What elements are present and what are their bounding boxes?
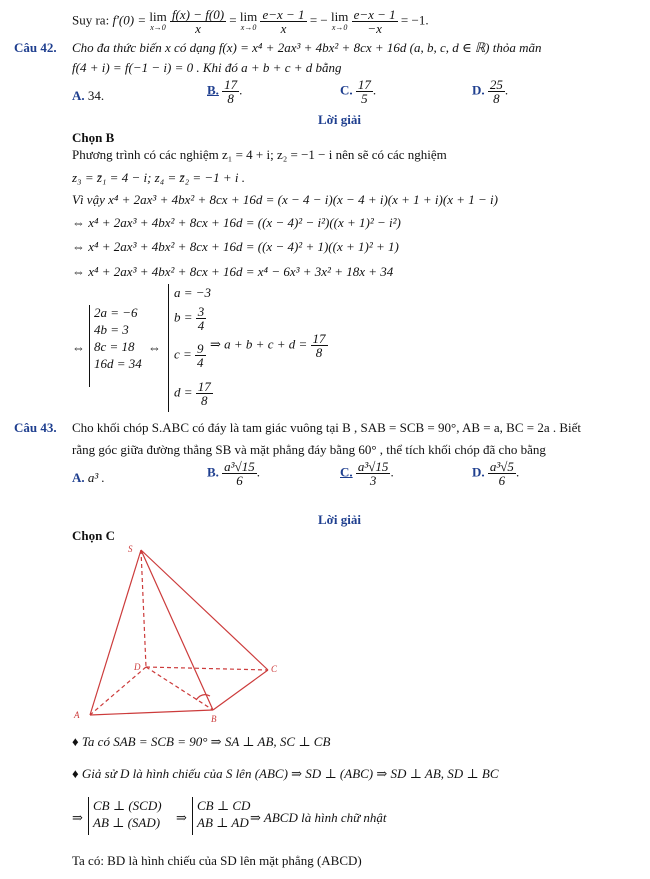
edge-ab <box>90 710 213 715</box>
q43-option-a[interactable]: A. a³ . <box>72 470 105 485</box>
q43-last-line: Ta có: BD là hình chiếu của SD lên mặt phẳng (ABCD) <box>72 853 362 868</box>
negation: = − <box>309 12 328 28</box>
q42-option-b[interactable]: B. $\frac{17}{8}$ . <box>207 77 243 106</box>
fraction-1: $\frac{f(x) - f(0)}{x}$ <box>171 7 225 36</box>
solution-d: d = $\frac{17}{8}$ <box>174 379 211 408</box>
q42-line-3: Vì vậy x⁴ + 2ax³ + 4bx² + 8cx + 16d = (x − 4 − i)(x − 4 + i)(x + 1 + i)(x + 1 − i) <box>72 192 498 207</box>
label-a: A <box>74 710 80 720</box>
brace-s2 <box>192 797 193 835</box>
q42-line-4: ⇔ x⁴ + 2ax³ + 4bx² + 8cx + 16d = ((x − 4)² − i²)((x + 1)² − i²) <box>72 215 401 230</box>
edge-dc <box>146 667 268 670</box>
label-c: C <box>271 664 278 674</box>
prefix-text: Suy ra: <box>72 12 110 28</box>
limit: lim x→0 <box>149 8 167 32</box>
edge-sb <box>141 550 213 710</box>
q43-option-b[interactable]: B. $\frac{\text{a³√15}}{6}$ . <box>207 459 260 488</box>
q43-option-d[interactable]: D. $\frac{\text{a³√5}}{6}$ . <box>472 459 520 488</box>
edge-bc <box>213 670 268 710</box>
result: = −1. <box>400 12 429 28</box>
equals: = <box>229 12 237 28</box>
implies-2: ⇒ <box>176 810 187 825</box>
equation-system-1: 2a = −6 4b = 3 8c = 18 16d = 34 <box>94 305 142 371</box>
rectangle-conclusion: ⇒ ABCD là hình chữ nhật <box>250 810 387 825</box>
left-brace <box>89 305 90 387</box>
q43-stem-line-2: rằng góc giữa đường thẳng SB và mặt phẳng đáy bằng 60° , thể tích khối chóp đã cho bằng <box>72 442 546 457</box>
implies-1: ⇒ <box>72 810 83 825</box>
q43-stem-line-1: Cho khối chóp S.ABC có đáy là tam giác vuông tại B , SAB = SCB = 90°, AB = a, BC = 2a . Biết <box>72 420 582 435</box>
limit-2: lim x→0 <box>239 8 258 32</box>
question-43-label: Câu 43. <box>14 420 57 435</box>
label-d: D <box>134 662 141 672</box>
derivative-lhs: f′(0) = <box>112 12 147 28</box>
solution-c: c = $\frac{9}{4}$ <box>174 341 204 370</box>
pyramid-figure <box>68 540 288 725</box>
q43-solution-heading: Lời giải <box>318 512 361 527</box>
limit-3: lim x→0 <box>330 8 349 32</box>
label-b: B <box>211 714 217 724</box>
q42-line-6: ⇔ x⁴ + 2ax³ + 4bx² + 8cx + 16d = x⁴ − 6x³ + 3x² + 18x + 34 <box>72 264 394 279</box>
q42-stem-line-1: Cho đa thức biến x có dạng f(x) = x⁴ + 2ax³ + 4bx² + 8cx + 16d (a, b, c, d ∈ ℝ) thỏa mãn <box>72 40 542 55</box>
fraction-3: $\frac{e-x - 1}{-x}$ <box>353 7 396 36</box>
iff-symbol-2: ⇔ <box>148 340 161 355</box>
system-s1: CB ⊥ (SCD) AB ⊥ (SAD) <box>93 798 162 830</box>
q42-solution-heading: Lời giải <box>318 112 361 127</box>
prev-solution-line <box>72 8 429 35</box>
conclusion-sum: ⇒ a + b + c + d = $\frac{17}{8}$ <box>210 331 326 360</box>
system-s2: CB ⊥ CD AB ⊥ AD <box>197 798 251 830</box>
fraction-2: $\frac{e-x - 1}{x}$ <box>262 7 305 36</box>
q43-choice: Chọn C <box>72 528 115 543</box>
solution-b: b = $\frac{3}{4}$ <box>174 304 205 333</box>
edge-sd <box>141 550 146 667</box>
q42-choice: Chọn B <box>72 130 115 145</box>
brace-s1 <box>88 797 89 835</box>
q43-bullet-1: ♦ Ta có SAB = SCB = 90° ⇒ SA ⊥ AB, SC ⊥ CB <box>72 734 331 749</box>
edge-sa <box>90 550 141 715</box>
label-s: S <box>128 544 133 554</box>
q42-option-c[interactable]: C. $\frac{17}{5}$ . <box>340 77 377 106</box>
q42-option-d[interactable]: D. $\frac{25}{8}$ . <box>472 77 509 106</box>
q43-bullet-2: ♦ Giả sử D là hình chiếu của S lên (ABC) ⇒ SD ⊥ (ABC) ⇒ SD ⊥ AB, SD ⊥ BC <box>72 766 499 781</box>
question-42-label: Câu 42. <box>14 40 57 55</box>
q42-line-2: z₃ = z̄₁ = 4 − i; z₄ = z̄₂ = −1 + i . <box>72 170 246 185</box>
q42-line-1: Phương trình có các nghiệm z₁ = 4 + i; z₂ = −1 − i nên sẽ có các nghiệm <box>72 147 447 162</box>
left-brace-2 <box>168 284 169 412</box>
q43-option-c[interactable]: C. $\frac{\text{a³√15}}{3}$ . <box>340 459 394 488</box>
edge-da <box>90 667 146 715</box>
solution-a: a = −3 <box>174 285 212 300</box>
iff-symbol: ⇔ <box>72 340 85 355</box>
q42-line-5: ⇔ x⁴ + 2ax³ + 4bx² + 8cx + 16d = ((x − 4)² + 1)((x + 1)² + 1) <box>72 239 399 254</box>
q42-option-a[interactable]: A. 34. <box>72 88 105 103</box>
edge-sc <box>141 550 268 670</box>
q42-stem-line-2: f(4 + i) = f(−1 − i) = 0 . Khi đó a + b + c + d bằng <box>72 60 342 75</box>
